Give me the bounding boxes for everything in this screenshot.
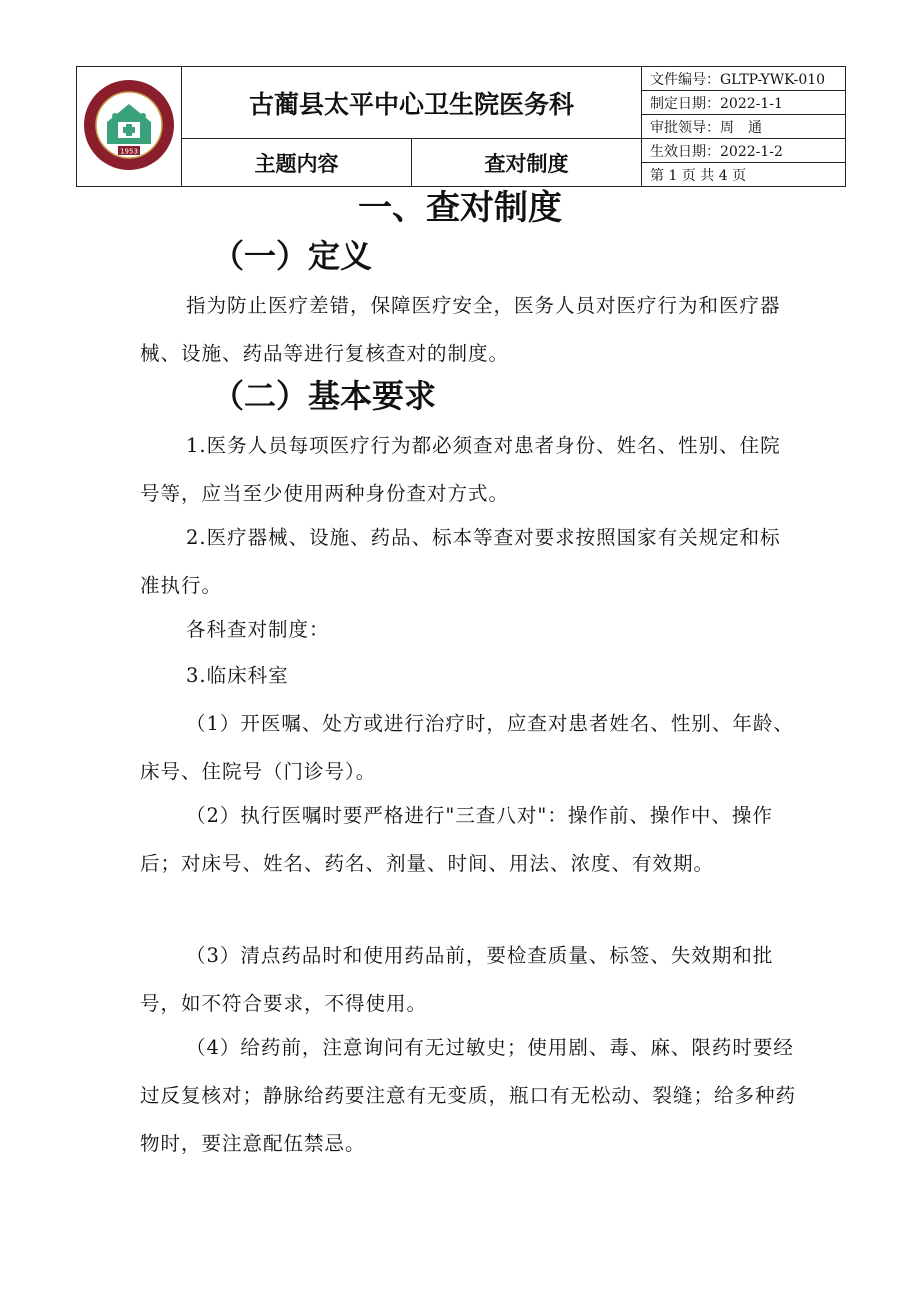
document-title: 一、查对制度 xyxy=(358,188,562,228)
subject-value: 查对制度 xyxy=(412,139,642,187)
meta-approver: 审批领导：周 通 xyxy=(642,115,846,139)
definition-paragraph: 指为防止医疗差错，保障医疗安全，医务人员对医疗行为和医疗器械、设施、药品等进行复核查对的制度。 xyxy=(140,294,781,365)
logo-year: 1953 xyxy=(120,147,138,155)
hospital-logo-cell xyxy=(77,67,182,187)
hospital-logo-icon xyxy=(82,78,176,172)
meta-file-number: 文件编号：GLTP-YWK-010 xyxy=(642,67,846,91)
requirement-2: 2.医疗器械、设施、药品、标本等查对要求按照国家有关规定和标准执行。 xyxy=(140,526,781,597)
sub-item-3: （3）清点药品时和使用药品前，要检查质量、标签、失效期和批号，如不符合要求，不得使用。 xyxy=(140,944,774,1015)
section-heading-requirements: （二）基本要求 xyxy=(212,377,437,415)
department-intro: 各科查对制度： xyxy=(186,618,330,641)
org-name: 古蔺县太平中心卫生院医务科 xyxy=(182,67,642,139)
document-header-table xyxy=(76,66,846,187)
sub-item-4: （4）给药前，注意询问有无过敏史；使用剧、毒、麻、限药时要经过反复核对；静脉给药要注意有无变质，瓶口有无松动、裂缝；给多种药物时，要注意配伍禁忌。 xyxy=(140,1036,797,1155)
sub-item-2: （2）执行医嘱时要严格进行"三查八对"：操作前、操作中、操作后；对床号、姓名、药名、剂量、时间、用法、浓度、有效期。 xyxy=(140,804,773,875)
item-3-heading: 3.临床科室 xyxy=(186,664,289,687)
meta-created-date: 制定日期：2022-1-1 xyxy=(642,91,846,115)
meta-effective-date: 生效日期：2022-1-2 xyxy=(642,139,846,163)
meta-page-number: 第 1 页 共 4 页 xyxy=(642,163,846,187)
section-heading-definition: （一）定义 xyxy=(212,237,373,275)
subject-label: 主题内容 xyxy=(182,139,412,187)
requirement-1: 1.医务人员每项医疗行为都必须查对患者身份、姓名、性别、住院号等，应当至少使用两种身份查对方式。 xyxy=(140,434,781,505)
sub-item-1: （1）开医嘱、处方或进行治疗时，应查对患者姓名、性别、年龄、床号、住院号（门诊号）。 xyxy=(140,712,794,783)
